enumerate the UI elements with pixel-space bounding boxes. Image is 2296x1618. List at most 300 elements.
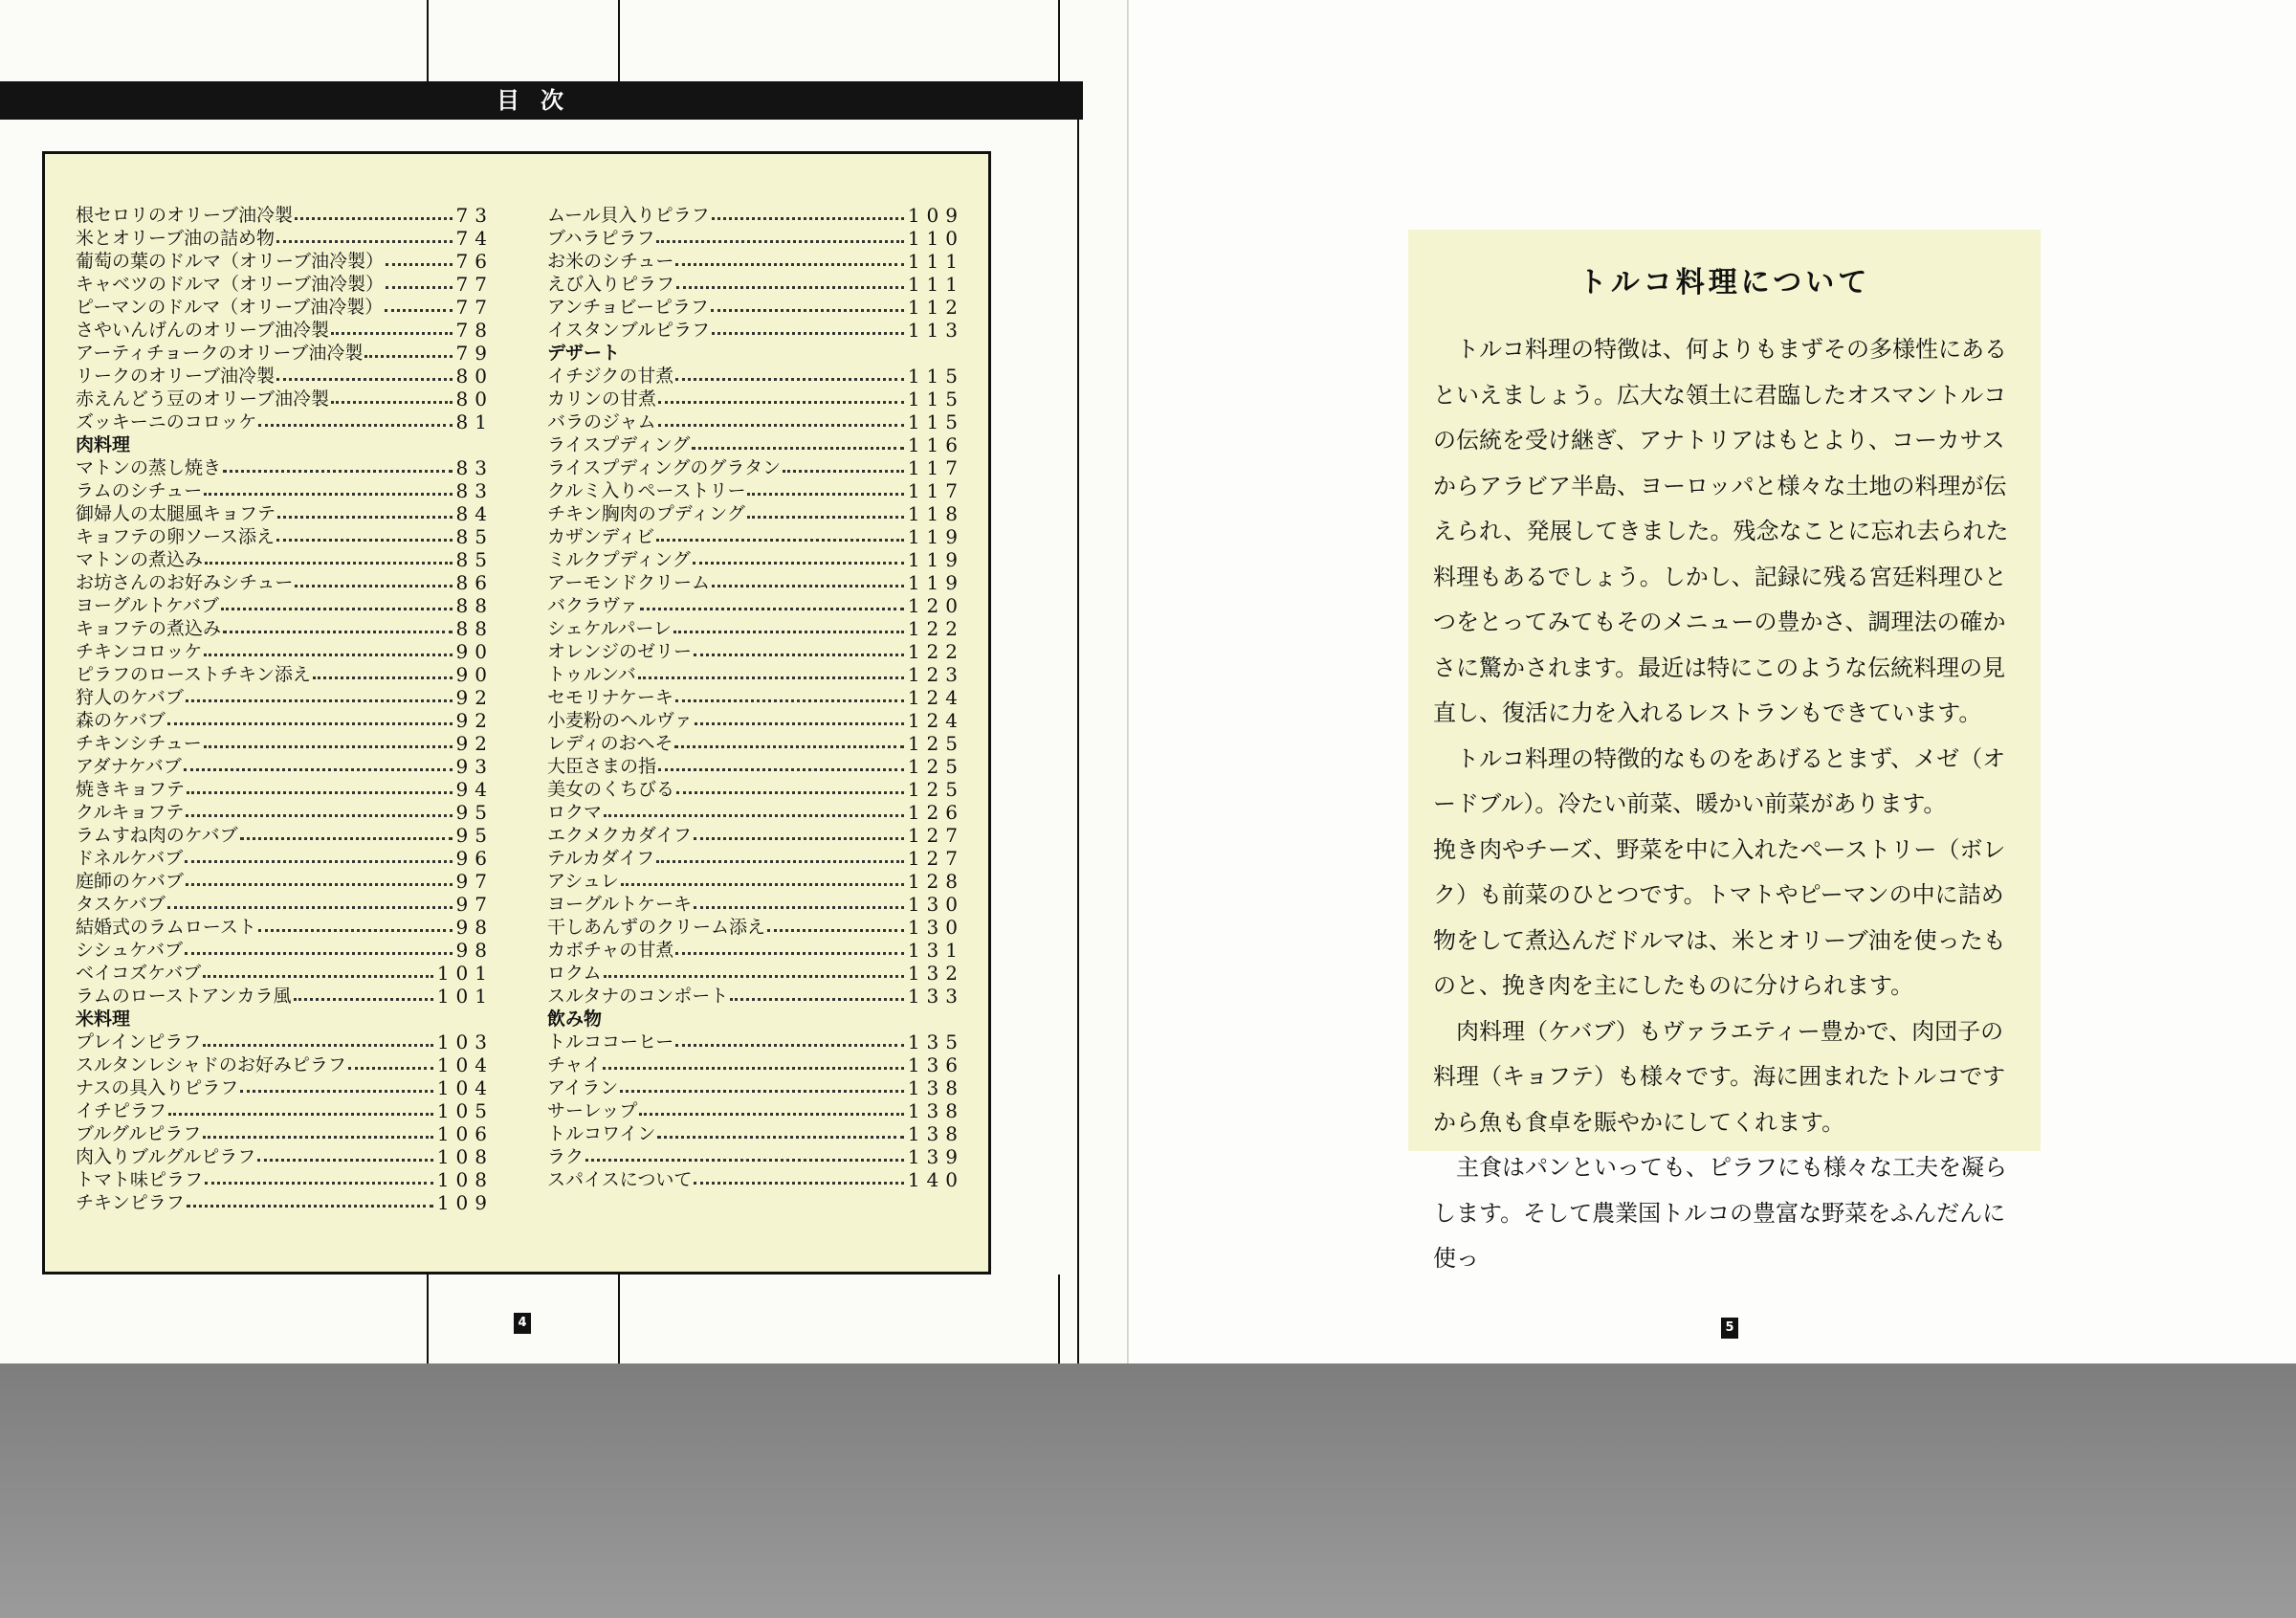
toc-entry-title: タスケバブ [76, 894, 166, 915]
toc-entry-page: 118 [907, 502, 964, 525]
toc-entry [547, 755, 964, 778]
toc-leader-dots [203, 974, 433, 978]
toc-leader-dots [331, 331, 452, 335]
toc-entry-title: 干しあんずのクリーム添え [547, 917, 766, 938]
toc-entry-title: ロクム [547, 963, 602, 984]
toc-entry-title: スルタンレシャドのお好みピラフ [76, 1054, 346, 1075]
toc-leader-dots [676, 790, 904, 794]
toc-entry-title: アーティチョークのオリーブ油冷製 [76, 343, 364, 364]
toc-entry [76, 1145, 494, 1168]
intro-paragraph: 肉料理（ケバブ）もヴァラエティー豊かで、肉団子の料理（キョフテ）も様々です。海に囲まれたトルコですから魚も食卓を賑やかにしてくれます。 [1433, 1017, 2006, 1136]
toc-leader-dots [747, 492, 903, 496]
toc-entry-title: チキンシチュー [76, 733, 202, 754]
toc-entry [547, 824, 964, 847]
toc-entry-page: 110 [907, 227, 964, 250]
toc-entry [76, 755, 494, 778]
toc-column-1 [76, 204, 494, 1214]
toc-entry-title: 小麦粉のヘルヴァ [547, 710, 693, 731]
toc-leader-dots [675, 698, 904, 702]
toc-entry-page: 111 [907, 273, 964, 296]
toc-leader-dots [711, 308, 904, 312]
toc-entry-page: 80 [455, 365, 494, 388]
toc-entry-title: トルココーヒー [547, 1031, 674, 1053]
toc-entry-page: 140 [907, 1168, 964, 1191]
toc-entry-page: 123 [907, 663, 964, 686]
toc-entry [76, 1053, 494, 1076]
toc-entry-page: 108 [436, 1145, 494, 1168]
toc-entry [547, 502, 964, 525]
toc-entry-page: 101 [436, 962, 494, 985]
toc-leader-dots [658, 767, 904, 771]
toc-entry-page: 115 [907, 365, 964, 388]
toc-entry-page: 106 [436, 1122, 494, 1145]
toc-entry-title: ピラフのローストチキン添え [76, 664, 311, 685]
toc-entry-title: レディのおへそ [547, 733, 673, 754]
toc-entry-page: 119 [907, 548, 964, 571]
toc-entry-title: バラのジャム [547, 411, 656, 432]
toc-entry-title: ブルグルピラフ [76, 1123, 202, 1144]
toc-leader-dots [386, 285, 452, 289]
toc-leader-dots [167, 721, 453, 725]
toc-entry-title: カリンの甘煮 [547, 388, 657, 410]
toc-leader-dots [712, 331, 904, 335]
intro-paragraph: トルコ料理の特徴は、何よりもまずその多様性にあるといえましょう。広大な領土に君臨したオスマントルコの伝統を受け継ぎ、アナトリアはもとより、コーカサスからアラビア半島、ヨーロッパと様々な土地の料理が伝えられ、発展してきました。残念なことに忘れ去られた料理もあるでしょう。しかし、記録に残る宮廷料理ひとつをとってみてもそのメニューの豊かさ、調理法の確かさに驚かされます。最近は特にこのような伝統料理の見直し、復活に力を入れるレストランもできています。 [1433, 336, 2009, 726]
toc-entry [547, 1122, 964, 1145]
toc-leader-dots [294, 997, 433, 1001]
toc-entry-title: イチピラフ [76, 1100, 167, 1121]
toc-entry-title: ピーマンのドルマ（オリーブ油冷製） [76, 297, 384, 318]
toc-entry-page: 98 [455, 916, 494, 939]
toc-entry-page: 138 [907, 1076, 964, 1099]
toc-entry-page: 136 [907, 1053, 964, 1076]
toc-leader-dots [694, 1181, 903, 1185]
toc-entry [76, 962, 494, 985]
toc-leader-dots [168, 1112, 433, 1116]
toc-entry-title: ムール貝入りピラフ [547, 205, 710, 226]
toc-entry [76, 916, 494, 939]
toc-leader-dots [205, 1181, 433, 1185]
toc-entry [547, 571, 964, 594]
guide-line [427, 1274, 429, 1363]
toc-leader-dots [186, 882, 453, 886]
toc-entry [547, 296, 964, 319]
toc-entry [547, 617, 964, 640]
toc-entry-page: 90 [455, 663, 494, 686]
toc-leader-dots [203, 1135, 433, 1139]
toc-entry-title: デザート [547, 343, 621, 364]
toc-leader-dots [639, 1112, 903, 1116]
guide-line [618, 1274, 620, 1363]
toc-entry-page: 115 [907, 388, 964, 410]
toc-leader-dots [223, 469, 453, 473]
toc-entry-page: 128 [907, 870, 964, 893]
toc-entry [76, 686, 494, 709]
toc-entry-page: 122 [907, 617, 964, 640]
toc-entry-title: サーレップ [547, 1100, 638, 1121]
toc-entry-title: トゥルンバ [547, 664, 636, 685]
toc-header-title: 目次 [497, 87, 585, 114]
toc-entry-page: 133 [907, 985, 964, 1008]
toc-entry [76, 502, 494, 525]
toc-entry [547, 916, 964, 939]
toc-entry-page: 77 [455, 296, 494, 319]
toc-leader-dots [331, 400, 452, 404]
toc-entry [547, 686, 964, 709]
toc-entry [76, 870, 494, 893]
toc-entry [76, 250, 494, 273]
toc-entry [547, 732, 964, 755]
toc-entry-page: 138 [907, 1099, 964, 1122]
toc-entry-page: 83 [455, 479, 494, 502]
toc-entry-page: 124 [907, 709, 964, 732]
toc-leader-dots [186, 813, 452, 817]
toc-entry [76, 319, 494, 342]
guide-line [1058, 1274, 1060, 1363]
toc-entry-title: チキンピラフ [76, 1192, 185, 1213]
toc-entry-title: 庭師のケバブ [76, 871, 184, 892]
toc-entry-page: 97 [455, 870, 494, 893]
toc-entry-title: マトンの煮込み [76, 549, 204, 570]
toc-entry [76, 1099, 494, 1122]
toc-leader-dots [205, 561, 453, 565]
toc-column-2 [547, 204, 964, 1191]
toc-entry-title: ヨーグルトケーキ [547, 894, 693, 915]
toc-entry [547, 1168, 964, 1191]
toc-entry-page: 127 [907, 847, 964, 870]
toc-entry-title: 飲み物 [547, 1008, 603, 1030]
toc-entry-title: ベイコズケバブ [76, 963, 202, 984]
toc-entry-title: アシュレ [547, 871, 619, 892]
toc-leader-dots [295, 216, 452, 220]
toc-entry-page: 117 [907, 456, 964, 479]
toc-entry-page: 130 [907, 916, 964, 939]
toc-entry-page: 103 [436, 1031, 494, 1053]
toc-leader-dots [276, 377, 452, 381]
toc-entry [547, 663, 964, 686]
page-number-right: 5 [1721, 1318, 1738, 1339]
toc-entry [76, 204, 494, 227]
toc-entry-page: 73 [455, 204, 494, 227]
toc-entry [547, 1053, 964, 1076]
toc-entry [547, 548, 964, 571]
toc-entry-title: 御婦人の太腿風キョフテ [76, 503, 276, 524]
toc-leader-dots [277, 515, 453, 519]
toc-entry [547, 709, 964, 732]
toc-leader-dots [185, 951, 453, 955]
toc-section-heading [76, 433, 494, 456]
intro-body [1433, 327, 2019, 1282]
toc-entry-page: 139 [907, 1145, 964, 1168]
toc-entry-page: 125 [907, 732, 964, 755]
toc-leader-dots [767, 928, 904, 932]
toc-entry-page: 95 [455, 801, 494, 824]
toc-entry [547, 227, 964, 250]
toc-entry [76, 571, 494, 594]
toc-entry-title: イスタンブルピラフ [547, 320, 711, 341]
toc-entry-page: 125 [907, 778, 964, 801]
toc-entry [76, 1031, 494, 1053]
toc-leader-dots [276, 538, 452, 542]
toc-entry-page: 138 [907, 1122, 964, 1145]
toc-entry [76, 1168, 494, 1191]
toc-entry-title: シシュケバブ [76, 940, 184, 961]
toc-leader-dots [240, 836, 453, 840]
toc-entry [76, 342, 494, 365]
toc-leader-dots [692, 446, 903, 450]
toc-entry-page: 94 [455, 778, 494, 801]
toc-entry-page: 84 [455, 502, 494, 525]
toc-entry-page: 117 [907, 479, 964, 502]
toc-entry [547, 985, 964, 1008]
toc-entry [76, 525, 494, 548]
toc-entry-title: 狩人のケバブ [76, 687, 184, 708]
toc-entry-title: アンチョビーピラフ [547, 297, 709, 318]
toc-leader-dots [621, 882, 904, 886]
toc-entry [547, 319, 964, 342]
toc-entry-title: ナスの具入りピラフ [76, 1077, 239, 1098]
toc-entry-page: 101 [436, 985, 494, 1008]
toc-entry-title: お坊さんのお好みシチュー [76, 572, 294, 593]
toc-entry [76, 410, 494, 433]
toc-entry-title: アーモンドクリーム [547, 572, 711, 593]
toc-entry [547, 847, 964, 870]
toc-entry-page: 131 [907, 939, 964, 962]
toc-entry-title: テルカダイフ [547, 848, 655, 869]
toc-entry-page: 88 [455, 594, 494, 617]
toc-entry [76, 939, 494, 962]
toc-entry-title: トルコワイン [547, 1123, 656, 1144]
toc-entry-page: 112 [907, 296, 964, 319]
toc-entry-page: 95 [455, 824, 494, 847]
toc-leader-dots [675, 377, 904, 381]
toc-entry-title: キョフテの煮込み [76, 618, 222, 639]
toc-entry-title: ライスプディング [547, 434, 691, 455]
toc-entry [547, 250, 964, 273]
toc-entry [76, 640, 494, 663]
toc-entry [547, 1145, 964, 1168]
toc-leader-dots [204, 492, 452, 496]
toc-leader-dots [712, 584, 904, 587]
toc-leader-dots [258, 928, 453, 932]
toc-box [42, 151, 991, 1274]
toc-entry-title: ラムのシチュー [76, 480, 203, 501]
intro-box [1408, 230, 2041, 1272]
toc-leader-dots [693, 561, 904, 565]
toc-entry-page: 108 [436, 1168, 494, 1191]
toc-entry [76, 594, 494, 617]
toc-entry-title: カボチャの甘煮 [547, 940, 674, 961]
toc-entry-title: オレンジのゼリー [547, 641, 693, 662]
toc-entry [547, 893, 964, 916]
intro-paragraph: 挽き肉やチーズ、野菜を中に入れたペーストリー（ボレク）も前菜のひとつです。トマトやピーマンの中に詰め物をして煮込んだドルマは、米とオリーブ油を使ったものと、挽き肉を主にしたものに分けられます。 [1433, 835, 2006, 999]
toc-leader-dots [604, 974, 904, 978]
toc-entry [547, 939, 964, 962]
toc-entry-title: 大臣さまの指 [547, 756, 657, 777]
toc-entry [76, 479, 494, 502]
toc-entry-title: スパイスについて [547, 1169, 693, 1190]
toc-entry [76, 365, 494, 388]
toc-leader-dots [656, 859, 904, 863]
toc-entry-page: 80 [455, 388, 494, 410]
toc-entry [76, 847, 494, 870]
toc-section-heading [76, 1008, 494, 1031]
toc-entry [547, 962, 964, 985]
toc-leader-dots [386, 262, 452, 266]
toc-entry-page: 119 [907, 571, 964, 594]
toc-entry [76, 296, 494, 319]
toc-entry-title: チキンコロッケ [76, 641, 203, 662]
toc-entry-page: 105 [436, 1099, 494, 1122]
guide-line [427, 0, 429, 81]
toc-entry-page: 109 [907, 204, 964, 227]
toc-entry [76, 1076, 494, 1099]
toc-leader-dots [658, 400, 904, 404]
toc-entry-title: 美女のくちびる [547, 779, 675, 800]
toc-entry [547, 479, 964, 502]
toc-entry-page: 122 [907, 640, 964, 663]
toc-entry-title: ロクマ [547, 802, 603, 823]
toc-entry-title: ミルクプディング [547, 549, 691, 570]
toc-entry-page: 93 [455, 755, 494, 778]
toc-entry [76, 548, 494, 571]
toc-entry-title: エクメクカダイフ [547, 825, 692, 846]
toc-entry [547, 365, 964, 388]
scan-background [0, 1359, 2296, 1618]
toc-entry-page: 113 [907, 319, 964, 342]
toc-leader-dots [712, 216, 904, 220]
toc-leader-dots [221, 607, 453, 610]
toc-entry-title: ラク [547, 1146, 585, 1167]
toc-leader-dots [187, 790, 453, 794]
toc-leader-dots [675, 951, 903, 955]
toc-entry-page: 79 [455, 342, 494, 365]
toc-entry-title: カザンディビ [547, 526, 655, 547]
toc-entry-title: ドネルケバブ [76, 848, 184, 869]
toc-entry-title: 米料理 [76, 1008, 131, 1030]
toc-leader-dots [348, 1066, 433, 1070]
toc-entry [547, 410, 964, 433]
guide-line [1058, 0, 1060, 81]
toc-leader-dots [676, 285, 904, 289]
toc-leader-dots [603, 1066, 903, 1070]
toc-entry-page: 88 [455, 617, 494, 640]
toc-leader-dots [783, 469, 904, 473]
toc-entry [76, 227, 494, 250]
toc-entry [76, 1122, 494, 1145]
toc-entry-title: 結婚式のラムロースト [76, 917, 256, 938]
toc-entry [547, 640, 964, 663]
toc-entry-title: トマト味ピラフ [76, 1169, 204, 1190]
toc-leader-dots [694, 653, 904, 656]
toc-entry-title: チャイ [547, 1054, 602, 1075]
toc-entry [76, 456, 494, 479]
toc-leader-dots [258, 423, 452, 427]
toc-leader-dots [658, 423, 904, 427]
toc-leader-dots [747, 515, 904, 519]
toc-leader-dots [167, 905, 453, 909]
toc-entry [76, 824, 494, 847]
toc-entry [76, 778, 494, 801]
toc-leader-dots [276, 239, 452, 243]
toc-entry-title: プレインピラフ [76, 1031, 202, 1053]
guide-line [618, 0, 620, 81]
toc-leader-dots [204, 653, 452, 656]
toc-entry-title: ライスプディングのグラタン [547, 457, 782, 478]
toc-entry [76, 801, 494, 824]
toc-entry-title: 根セロリのオリーブ油冷製 [76, 205, 294, 226]
toc-entry-page: 85 [455, 525, 494, 548]
guide-line [1077, 120, 1079, 1363]
toc-entry-page: 119 [907, 525, 964, 548]
toc-entry-page: 92 [455, 732, 494, 755]
toc-leader-dots [656, 239, 903, 243]
toc-entry-page: 115 [907, 410, 964, 433]
toc-entry-page: 125 [907, 755, 964, 778]
toc-entry-title: リークのオリーブ油冷製 [76, 366, 276, 387]
toc-entry-title: 赤えんどう豆のオリーブ油冷製 [76, 388, 330, 410]
toc-entry [547, 1031, 964, 1053]
toc-entry [76, 617, 494, 640]
toc-leader-dots [694, 905, 904, 909]
toc-entry [547, 801, 964, 824]
toc-entry-title: ズッキーニのコロッケ [76, 411, 257, 432]
toc-entry-title: バクラヴァ [547, 595, 638, 616]
toc-entry [547, 778, 964, 801]
intro-title: トルコ料理について [1578, 266, 1871, 299]
toc-leader-dots [694, 836, 904, 840]
toc-entry [76, 663, 494, 686]
toc-header-bar [0, 81, 1083, 120]
toc-entry-title: ラムすね肉のケバブ [76, 825, 238, 846]
toc-leader-dots [240, 1089, 433, 1093]
toc-leader-dots [184, 767, 453, 771]
toc-leader-dots [675, 262, 903, 266]
toc-entry-page: 92 [455, 686, 494, 709]
toc-entry-page: 86 [455, 571, 494, 594]
toc-entry-page: 97 [455, 893, 494, 916]
toc-entry [547, 870, 964, 893]
toc-leader-dots [187, 1204, 433, 1208]
toc-entry [547, 456, 964, 479]
intro-paragraph: トルコ料理の特徴的なものをあげるとまず、メゼ（オードブル）。冷たい前菜、暖かい前菜があります。 [1433, 744, 2006, 817]
toc-leader-dots [186, 698, 453, 702]
toc-entry-page: 104 [436, 1076, 494, 1099]
toc-section-heading [547, 1008, 964, 1031]
toc-entry-title: イチジクの甘煮 [547, 366, 674, 387]
toc-entry-page: 127 [907, 824, 964, 847]
toc-entry-title: スルタナのコンポート [547, 986, 729, 1007]
toc-entry [547, 433, 964, 456]
toc-entry [76, 1191, 494, 1214]
intro-paragraph: 主食はパンといっても、ピラフにも様々な工夫を凝らします。そして農業国トルコの豊富な野菜をふんだんに使っ [1433, 1154, 2007, 1272]
toc-entry [547, 525, 964, 548]
toc-entry-title: セモリナケーキ [547, 687, 673, 708]
toc-entry-title: ヨーグルトケバブ [76, 595, 219, 616]
toc-entry [76, 732, 494, 755]
toc-leader-dots [257, 1158, 433, 1162]
toc-entry-page: 120 [907, 594, 964, 617]
toc-entry-page: 135 [907, 1031, 964, 1053]
toc-leader-dots [730, 997, 904, 1001]
toc-entry [547, 273, 964, 296]
toc-entry-title: キョフテの卵ソース添え [76, 526, 276, 547]
toc-entry-page: 98 [455, 939, 494, 962]
toc-entry-page: 132 [907, 962, 964, 985]
toc-entry-title: アイラン [547, 1077, 619, 1098]
toc-entry-title: ラムのローストアンカラ風 [76, 986, 292, 1007]
toc-leader-dots [674, 744, 903, 748]
toc-entry [547, 1076, 964, 1099]
